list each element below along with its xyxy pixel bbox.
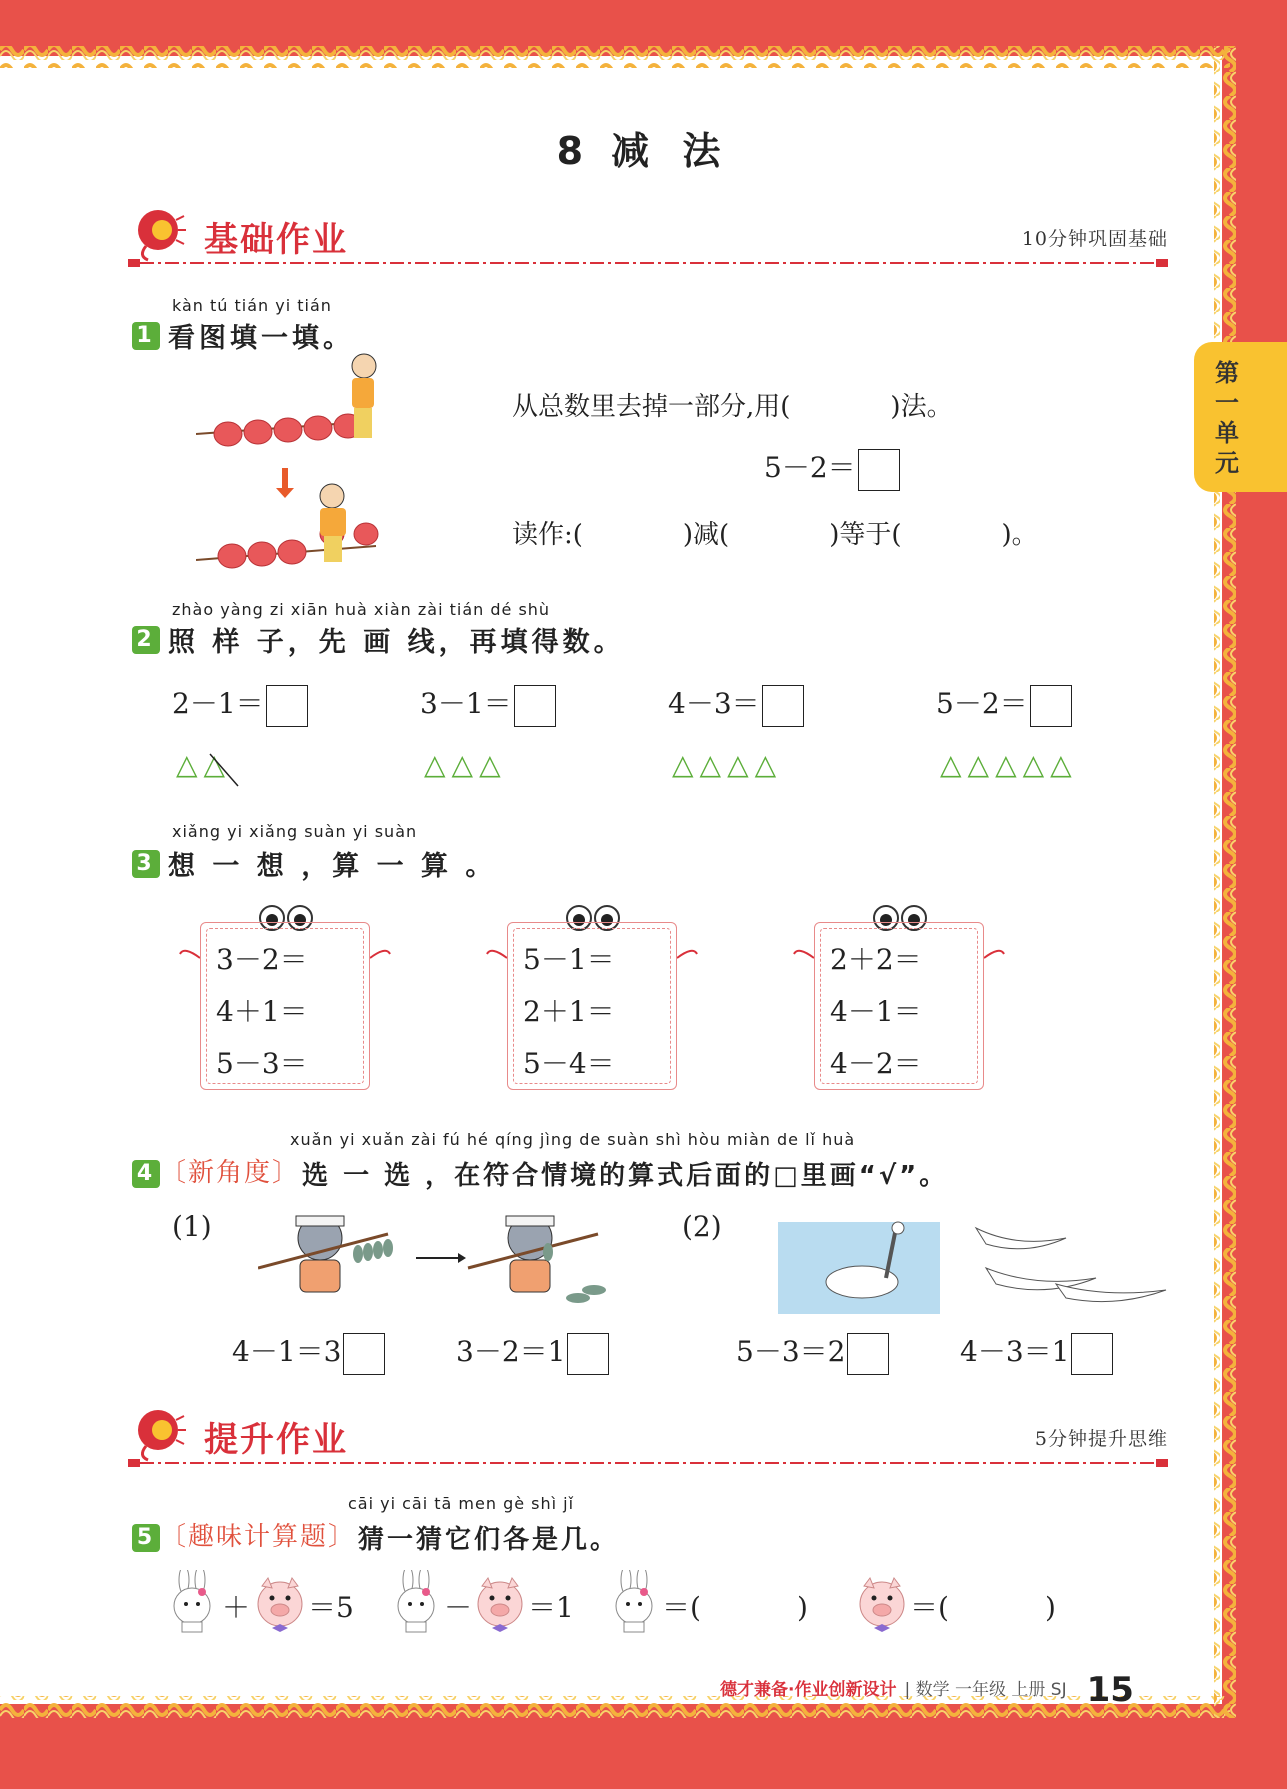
page-number: 15 [1086, 1670, 1134, 1710]
q1-line1 [512, 386, 953, 423]
answer-box[interactable] [514, 685, 556, 727]
lantern-badge-icon [128, 1406, 186, 1462]
q5-heading [132, 1516, 619, 1556]
calc-card-1 [200, 922, 370, 1092]
q2-number: 2 [132, 626, 160, 654]
q4-heading [132, 1152, 948, 1192]
rabbit-icon [168, 1570, 218, 1636]
q4-part2: (2) [682, 1210, 722, 1243]
q4-part1: (1) [172, 1210, 212, 1243]
page-title [0, 120, 1287, 175]
pig-icon [856, 1574, 910, 1636]
q1-line1-b: )法。 [890, 392, 953, 422]
q2-triangles-2: △△△ [424, 748, 507, 781]
q5-text: 猜一猜它们各是几。 [358, 1525, 620, 1555]
paren-close: ) [1044, 1591, 1056, 1624]
q1-pinyin: kàn tú tián yi tián [172, 296, 332, 315]
q1-text: 看图填一填。 [168, 323, 354, 354]
q5-pig-answer [910, 1586, 1056, 1626]
q1-read-b: )减( [682, 520, 730, 550]
card-row: 5－3＝ [216, 1047, 308, 1080]
q4-text: 选 一 选 ，在符合情境的算式后面的□里画“√”。 [302, 1161, 949, 1191]
paren-close: ) [796, 1591, 808, 1624]
answer-box[interactable] [847, 1333, 889, 1375]
answer-box[interactable] [762, 685, 804, 727]
q2-eq-1 [172, 682, 308, 727]
section-advanced-label: 提升作业 [204, 1420, 348, 1460]
pig-icon [254, 1574, 308, 1636]
rabbit-icon [610, 1570, 660, 1636]
q4-tag: 〔新角度〕 [160, 1158, 301, 1188]
q3-number: 3 [132, 850, 160, 878]
q5-eq1: ＝1 [528, 1591, 574, 1624]
page-footer [720, 1670, 1134, 1710]
section-divider [128, 1458, 1168, 1468]
q2-eq-2-text: 3－1＝ [420, 687, 512, 720]
answer-box[interactable] [567, 1333, 609, 1375]
q1-line1-a: 从总数里去掉一部分,用( [512, 392, 791, 422]
rabbit-icon [392, 1570, 442, 1636]
q1-read-d: )。 [1001, 520, 1038, 550]
q1-number: 1 [132, 322, 160, 350]
card-row: 4＋1＝ [216, 995, 308, 1028]
q2-eq-3 [668, 682, 804, 727]
q2-eq-2 [420, 682, 556, 727]
q5-tag: 〔趣味计算题〕 [160, 1522, 357, 1552]
q4-eq-1 [232, 1330, 385, 1375]
q1-read [512, 514, 1038, 551]
q1-equation [764, 446, 900, 491]
q3-text: 想 一 想 ，算 一 算 。 [168, 851, 497, 882]
q4-eq-3 [736, 1330, 889, 1375]
q4-eq-4 [960, 1330, 1113, 1375]
card-row: 5－1＝ [523, 943, 615, 976]
q2-triangles-4: △△△△△ [940, 748, 1078, 781]
q2-text: 照 样 子，先 画 线，再填得数。 [168, 627, 625, 658]
q4-number: 4 [132, 1160, 160, 1188]
swans-illustration [776, 1208, 1170, 1318]
section-divider [128, 258, 1168, 268]
card-row: 2＋1＝ [523, 995, 615, 1028]
q5-rabbit-answer [662, 1586, 808, 1626]
card-row: 2＋2＝ [830, 943, 922, 976]
example-strike-line [206, 750, 242, 790]
q2-eq-3-text: 4－3＝ [668, 687, 760, 720]
card-row: 3－2＝ [216, 943, 308, 976]
section-advanced-sub: 5分钟提升思维 [1034, 1428, 1168, 1450]
answer-box[interactable] [266, 685, 308, 727]
lantern-badge-icon [128, 206, 186, 262]
q5-plus: ＋ [222, 1591, 251, 1624]
q5-eq5: ＝5 [308, 1591, 354, 1624]
card-row: 5－4＝ [523, 1047, 615, 1080]
paren-open: ＝( [662, 1591, 701, 1624]
q5-minus: － [444, 1591, 473, 1624]
q4-eq-2-text: 3－2＝1 [456, 1335, 566, 1368]
footer-brand: 德才兼备·作业创新设计 [720, 1680, 897, 1700]
footer-meta: | 数学 一年级 上册 SJ [904, 1680, 1067, 1700]
answer-box[interactable] [1071, 1333, 1113, 1375]
pig-icon [474, 1574, 528, 1636]
q4-eq-1-text: 4－1＝3 [232, 1335, 342, 1368]
answer-box[interactable] [343, 1333, 385, 1375]
section-basic-label: 基础作业 [204, 220, 348, 260]
q4-eq-3-text: 5－3＝2 [736, 1335, 846, 1368]
calc-card-2 [507, 922, 677, 1092]
lesson-title: 减 法 [611, 129, 731, 173]
q2-pinyin: zhào yàng zi xiān huà xiàn zài tián dé shù [172, 600, 551, 619]
lesson-number: 8 [556, 129, 594, 173]
answer-box[interactable] [858, 449, 900, 491]
answer-box[interactable] [1030, 685, 1072, 727]
q3-heading [132, 844, 496, 883]
q1-equation-text: 5－2＝ [764, 451, 856, 484]
q1-read-c: )等于( [829, 520, 902, 550]
section-basic-header [128, 206, 1168, 266]
section-basic-sub: 10分钟巩固基础 [1021, 228, 1168, 250]
q4-eq-4-text: 4－3＝1 [960, 1335, 1070, 1368]
unit-tab [1194, 342, 1287, 492]
q2-eq-1-text: 2－1＝ [172, 687, 264, 720]
q5-pinyin: cāi yi cāi tā men gè shì jǐ [348, 1494, 575, 1513]
lantern-illustration [196, 350, 396, 570]
q4-pinyin: xuǎn yi xuǎn zài fú hé qíng jìng de suàn shì hòu miàn de lǐ huà [290, 1130, 856, 1149]
q2-eq-4 [936, 682, 1072, 727]
card-row: 4－2＝ [830, 1047, 922, 1080]
q2-eq-4-text: 5－2＝ [936, 687, 1028, 720]
q3-pinyin: xiǎng yi xiǎng suàn yi suàn [172, 822, 418, 841]
q5-number: 5 [132, 1524, 160, 1552]
unit-tab-label: 第一单元 [1215, 359, 1239, 477]
cat-fishing-illustration [258, 1208, 618, 1318]
card-row: 4－1＝ [830, 995, 922, 1028]
q4-eq-2 [456, 1330, 609, 1375]
section-advanced-header [128, 1406, 1168, 1466]
q2-heading [132, 620, 625, 659]
q2-triangles-1: △△ [176, 748, 232, 781]
q2-triangles-3: △△△△ [672, 748, 783, 781]
q1-read-a: 读作:( [512, 520, 583, 550]
paren-open: ＝( [910, 1591, 949, 1624]
calc-card-3 [814, 922, 984, 1092]
